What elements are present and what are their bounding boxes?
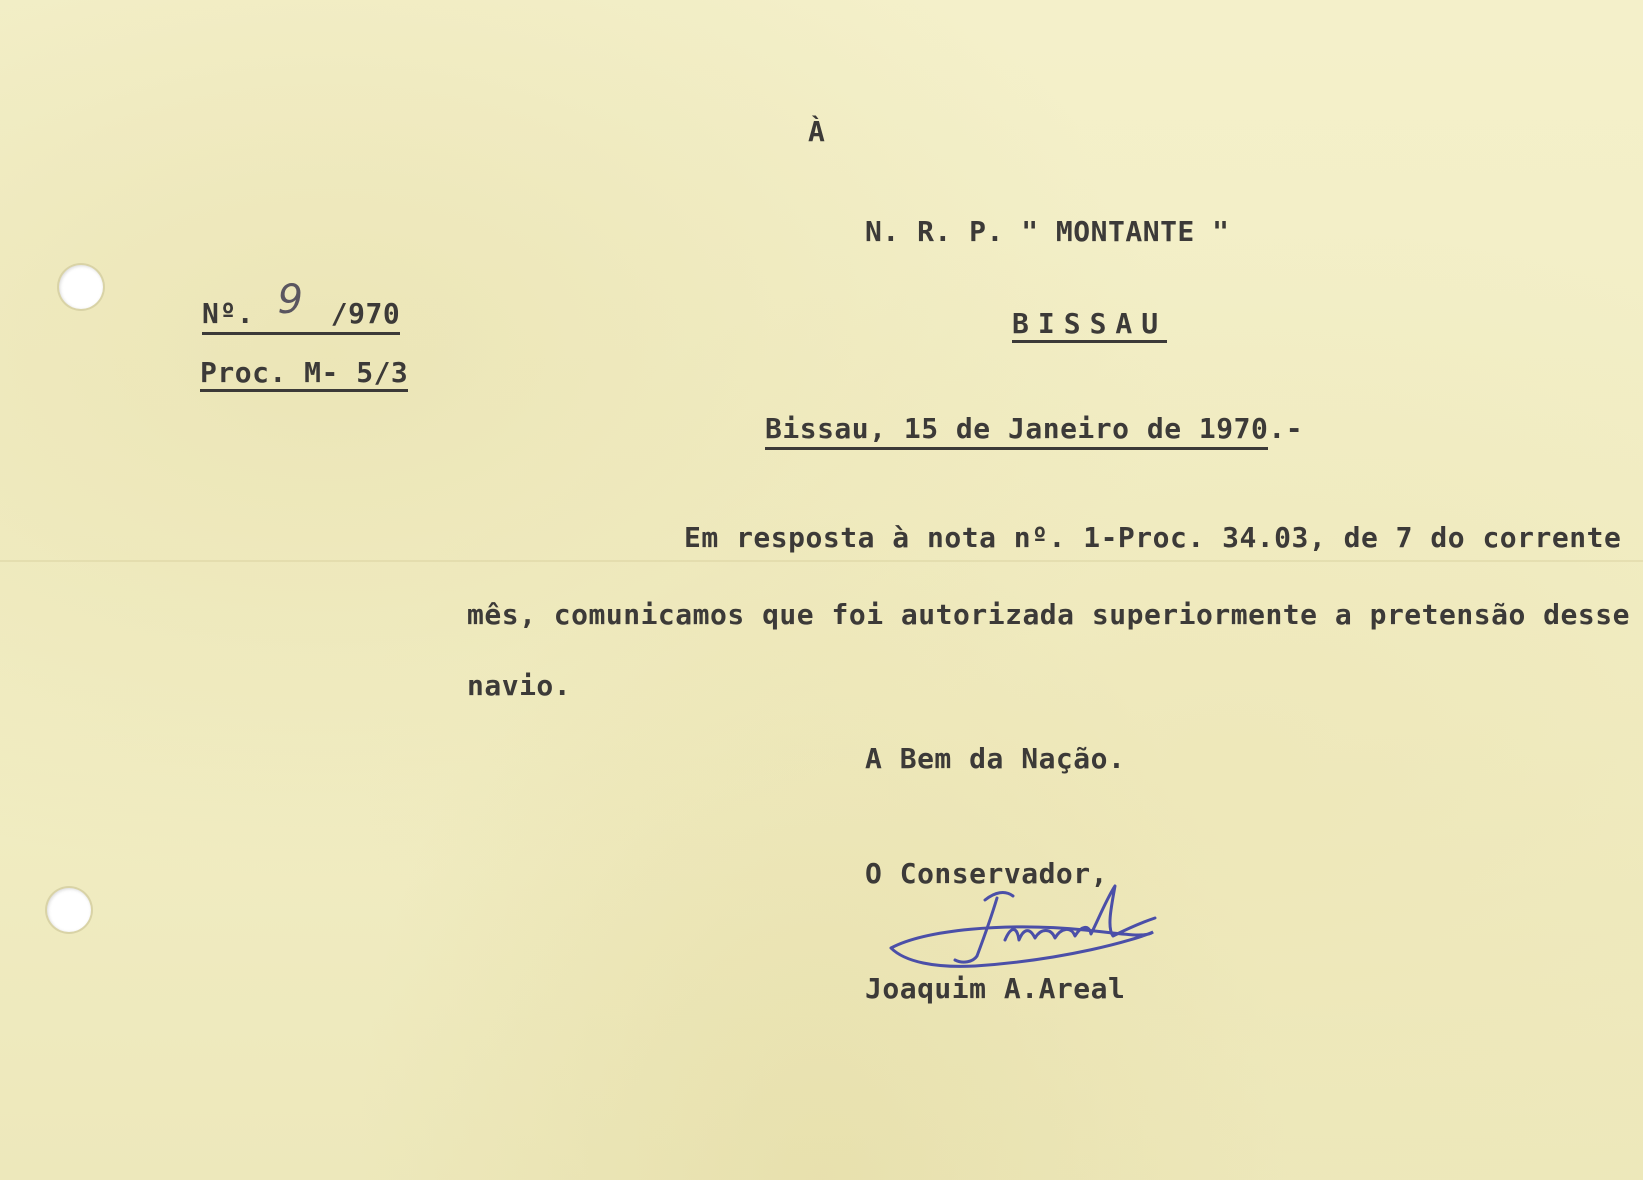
date-line — [765, 412, 1304, 445]
body-line-2: mês, comunicamos que foi autorizada superiormente a pretensão desse — [467, 598, 1630, 631]
closing-salutation: A Bem da Nação. — [865, 742, 1126, 775]
reference-number — [202, 277, 401, 335]
reference-number-prefix: Nº. — [202, 297, 255, 330]
body-line-3: navio. — [467, 669, 572, 702]
signatory-title: O Conservador, — [865, 857, 1109, 890]
punch-hole-bottom — [47, 888, 91, 932]
paper-crease — [0, 560, 1643, 562]
reference-number-suffix: /970 — [330, 297, 401, 330]
signatory-name: Joaquim A.Areal — [865, 972, 1126, 1005]
punch-hole-top — [59, 265, 103, 309]
reference-number-handwritten: 9 — [277, 277, 304, 323]
handwritten-signature — [885, 878, 1175, 978]
process-reference: Proc. M- 5/3 — [200, 359, 408, 392]
addressee-ship: N. R. P. " MONTANTE " — [865, 215, 1230, 248]
body-line-1: Em resposta à nota nº. 1-Proc. 34.03, de 7 do corrente — [684, 521, 1622, 554]
addressee-city: BISSAU — [1012, 310, 1167, 343]
date-text: Bissau, 15 de Janeiro de 1970 — [765, 412, 1268, 450]
addressee-prefix: À — [808, 115, 826, 148]
date-suffix: .- — [1268, 412, 1304, 445]
